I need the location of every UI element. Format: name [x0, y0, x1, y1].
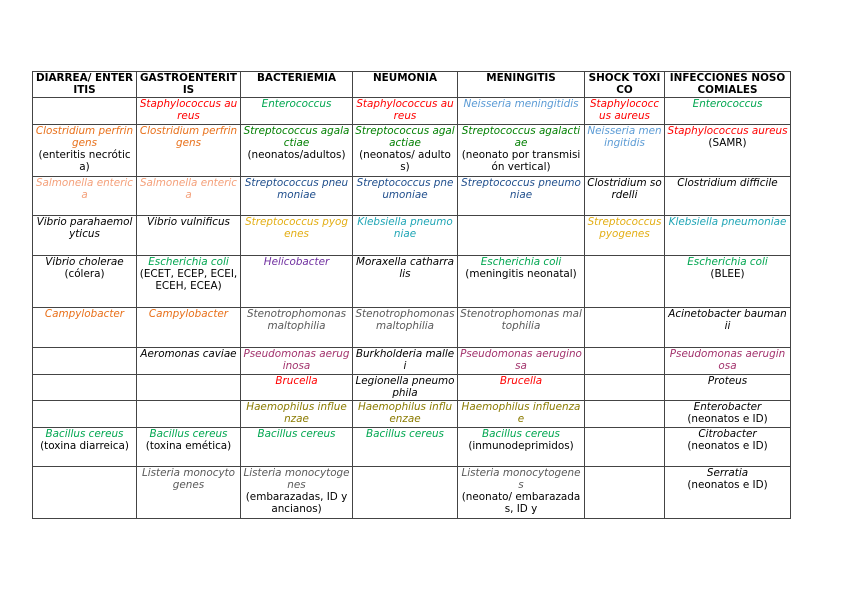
organism-name: Aeromonas caviae	[140, 347, 237, 360]
table-cell	[458, 307, 585, 347]
table-cell	[137, 347, 241, 374]
organism-name: Streptococcus pneumoniae	[244, 176, 349, 201]
table-cell	[585, 466, 665, 518]
organism-note: (embarazadas, ID y ancianos)	[245, 491, 348, 516]
organism-name: Staphylococcus aureus	[667, 124, 788, 137]
table-cell	[241, 400, 353, 427]
organism-name: Enterococcus	[692, 97, 763, 110]
table-cell	[353, 374, 458, 400]
table-cell	[665, 215, 791, 255]
organism-name: Moraxella catharralis	[356, 255, 454, 280]
table-cell	[665, 97, 791, 124]
organism-name: Haemophilus influenzae	[246, 400, 347, 425]
table-cell	[33, 215, 137, 255]
table-cell	[241, 427, 353, 466]
table-cell	[241, 347, 353, 374]
table-cell	[353, 124, 458, 176]
organism-name: Streptococcus pneumoniae	[461, 176, 581, 201]
organism-name: Acinetobacter baumanii	[668, 307, 787, 332]
organism-name: Clostridium sordelli	[587, 176, 662, 201]
table-cell	[137, 255, 241, 307]
organism-name: Escherichia coli	[687, 255, 768, 268]
table-cell	[353, 215, 458, 255]
organism-name: Clostridium difficile	[677, 176, 778, 189]
organism-name: Salmonella enterica	[139, 176, 238, 201]
organism-note: (neonato por transmisión vertical)	[461, 149, 581, 174]
organism-name: Stenotrophomonas maltophilia	[355, 307, 455, 332]
table-cell	[665, 255, 791, 307]
table-cell	[353, 427, 458, 466]
organism-name: Streptococcus agalactiae	[243, 124, 350, 149]
table-cell	[137, 97, 241, 124]
table-cell	[458, 400, 585, 427]
table-cell	[33, 400, 137, 427]
table-cell	[33, 374, 137, 400]
organism-name: Listeria monocytogenes	[141, 466, 236, 491]
table-cell	[137, 400, 241, 427]
organism-name: Vibrio vulnificus	[147, 215, 230, 228]
organism-note: (enteritis necrótica)	[38, 149, 131, 174]
table-cell	[241, 466, 353, 518]
header-meningitis: MENINGITIS	[458, 72, 585, 98]
organism-name: Bacillus cereus	[149, 427, 228, 440]
table-cell	[458, 176, 585, 215]
table-cell	[585, 176, 665, 215]
table-cell	[458, 347, 585, 374]
table-cell	[137, 124, 241, 176]
table-cell	[241, 176, 353, 215]
organism-name: Streptococcus pyogenes	[245, 215, 348, 240]
table-cell	[353, 466, 458, 518]
organism-name: Clostridium perfringens	[35, 124, 134, 149]
table-cell	[33, 307, 137, 347]
table-cell	[665, 124, 791, 176]
organism-name: Brucella	[499, 374, 543, 387]
organism-note: (neonatos e ID)	[687, 439, 768, 452]
organism-name: Serratia	[706, 466, 749, 479]
organism-note: (toxina emética)	[145, 439, 232, 452]
table-cell	[33, 347, 137, 374]
table-cell	[585, 427, 665, 466]
organism-name: Staphylococcus aureus	[356, 97, 454, 122]
organism-note: (inmunodeprimidos)	[468, 439, 574, 452]
table-cell	[137, 374, 241, 400]
organism-name: Salmonella enterica	[35, 176, 134, 201]
organism-name: Citrobacter	[698, 427, 757, 440]
table-cell	[137, 176, 241, 215]
table-cell	[665, 307, 791, 347]
organism-name: Listeria monocytogenes	[243, 466, 350, 491]
table-row	[33, 176, 791, 215]
table-row	[33, 400, 791, 427]
organism-name: Staphylococcus aureus	[139, 97, 238, 122]
organism-name: Legionella pneumophila	[355, 374, 455, 399]
table-row	[33, 374, 791, 400]
bacteria-infection-table	[32, 71, 791, 519]
organism-name: Neisseria meningitidis	[463, 97, 579, 110]
table-cell	[33, 427, 137, 466]
table-cell	[33, 97, 137, 124]
organism-name: Enterobacter	[693, 400, 762, 413]
table-cell	[137, 427, 241, 466]
table-cell	[353, 255, 458, 307]
table-cell	[241, 374, 353, 400]
table-cell	[458, 255, 585, 307]
table-cell	[137, 466, 241, 518]
table-cell	[241, 307, 353, 347]
table-cell	[665, 427, 791, 466]
table-cell	[665, 176, 791, 215]
table-cell	[241, 124, 353, 176]
table-cell	[585, 215, 665, 255]
table-cell	[665, 374, 791, 400]
table-cell	[585, 374, 665, 400]
table-cell	[353, 176, 458, 215]
table-cell	[33, 466, 137, 518]
organism-name: Helicobacter	[263, 255, 330, 268]
table-row	[33, 307, 791, 347]
table-cell	[585, 255, 665, 307]
organism-name: Clostridium perfringens	[139, 124, 238, 149]
organism-name: Stenotrophomonas maltophilia	[246, 307, 347, 332]
table-row	[33, 215, 791, 255]
table-cell	[458, 427, 585, 466]
organism-note: (cólera)	[64, 267, 105, 280]
table-cell	[241, 255, 353, 307]
table-cell	[353, 307, 458, 347]
table-cell	[585, 97, 665, 124]
organism-name: Burkholderia mallei	[355, 347, 455, 372]
header-bacteriemia: BACTERIEMIA	[241, 72, 353, 98]
organism-note: (neonatos/ adultos)	[359, 149, 451, 174]
table-row	[33, 347, 791, 374]
organism-name: Pseudomonas aeruginosa	[669, 347, 786, 372]
table-cell	[33, 255, 137, 307]
table-row	[33, 466, 791, 518]
table-body	[33, 97, 791, 518]
table-cell	[458, 374, 585, 400]
organism-name: Streptococcus agalactiae	[461, 124, 581, 149]
organism-name: Bacillus cereus	[45, 427, 124, 440]
organism-name: Bacillus cereus	[482, 427, 560, 440]
table-cell	[137, 307, 241, 347]
table-cell	[241, 215, 353, 255]
table-cell	[353, 400, 458, 427]
table-cell	[458, 97, 585, 124]
table-cell	[665, 466, 791, 518]
organism-name: Neisseria meningitidis	[587, 124, 662, 149]
header-shock-toxico: SHOCK TÓXICO	[585, 72, 665, 98]
organism-name: Proteus	[707, 374, 748, 387]
table-row	[33, 427, 791, 466]
organism-name: Pseudomonas aeruginosa	[460, 347, 582, 372]
table-row	[33, 255, 791, 307]
organism-name: Stenotrophomonas maltophilia	[460, 307, 582, 332]
header-row	[33, 72, 791, 98]
organism-name: Vibrio cholerae	[45, 255, 124, 268]
table-cell	[458, 466, 585, 518]
table-row	[33, 97, 791, 124]
organism-name: Listeria monocytogenes	[461, 466, 581, 491]
organism-name: Pseudomonas aeruginosa	[243, 347, 350, 372]
header-diarrea: DIARREA/ ENTERITIS	[33, 72, 137, 98]
table-cell	[665, 347, 791, 374]
organism-note: (SAMR)	[708, 136, 747, 149]
organism-note: (meningitis neonatal)	[465, 267, 577, 280]
organism-note: (ECET, ECEP, ECEI, ECEH, ECEA)	[139, 267, 238, 293]
table-cell	[665, 400, 791, 427]
organism-note: (neonatos e ID)	[687, 412, 768, 425]
table-cell	[353, 347, 458, 374]
organism-name: Escherichia coli	[148, 255, 229, 268]
table-cell	[585, 307, 665, 347]
table-row	[33, 124, 791, 176]
organism-name: Campylobacter	[44, 307, 125, 320]
table-cell	[33, 124, 137, 176]
organism-note: (toxina diarreica)	[40, 439, 129, 452]
organism-note: (BLEE)	[710, 267, 745, 280]
organism-name: Haemophilus influenzae	[461, 400, 581, 425]
table-cell	[458, 215, 585, 255]
table-cell	[585, 400, 665, 427]
organism-name: Brucella	[275, 374, 318, 387]
organism-note: (neonatos/adultos)	[247, 149, 346, 162]
table-cell	[33, 176, 137, 215]
organism-name: Klebsiella pneumoniae	[357, 215, 453, 240]
organism-name: Vibrio parahaemolyticus	[36, 215, 133, 240]
table-cell	[137, 215, 241, 255]
organism-name: Klebsiella pneumoniae	[668, 215, 787, 228]
organism-name: Streptococcus agalactiae	[355, 124, 455, 149]
organism-note: (neonatos e ID)	[687, 478, 768, 491]
organism-name: Haemophilus influenzae	[357, 400, 453, 425]
organism-name: Streptococcus pyogenes	[587, 215, 662, 240]
organism-note: (neonato/ embarazadas, ID y	[461, 491, 581, 516]
organism-name: Staphylococcus aureus	[589, 97, 660, 122]
table-cell	[585, 124, 665, 176]
organism-name: Bacillus cereus	[257, 427, 336, 440]
organism-name: Streptococcus pneumoniae	[356, 176, 454, 201]
organism-name: Escherichia coli	[480, 255, 562, 268]
header-gastroenteritis: GASTROENTERITIS	[137, 72, 241, 98]
organism-name: Enterococcus	[261, 97, 332, 110]
header-infecciones-nosocomiales: INFECCIONES NOSOCOMIALES	[665, 72, 791, 98]
organism-name: Campylobacter	[148, 307, 229, 320]
table-cell	[458, 124, 585, 176]
organism-name: Bacillus cereus	[366, 427, 444, 440]
header-neumonia: NEUMONÍA	[353, 72, 458, 98]
table-cell	[241, 97, 353, 124]
table-cell	[353, 97, 458, 124]
table-cell	[585, 347, 665, 374]
